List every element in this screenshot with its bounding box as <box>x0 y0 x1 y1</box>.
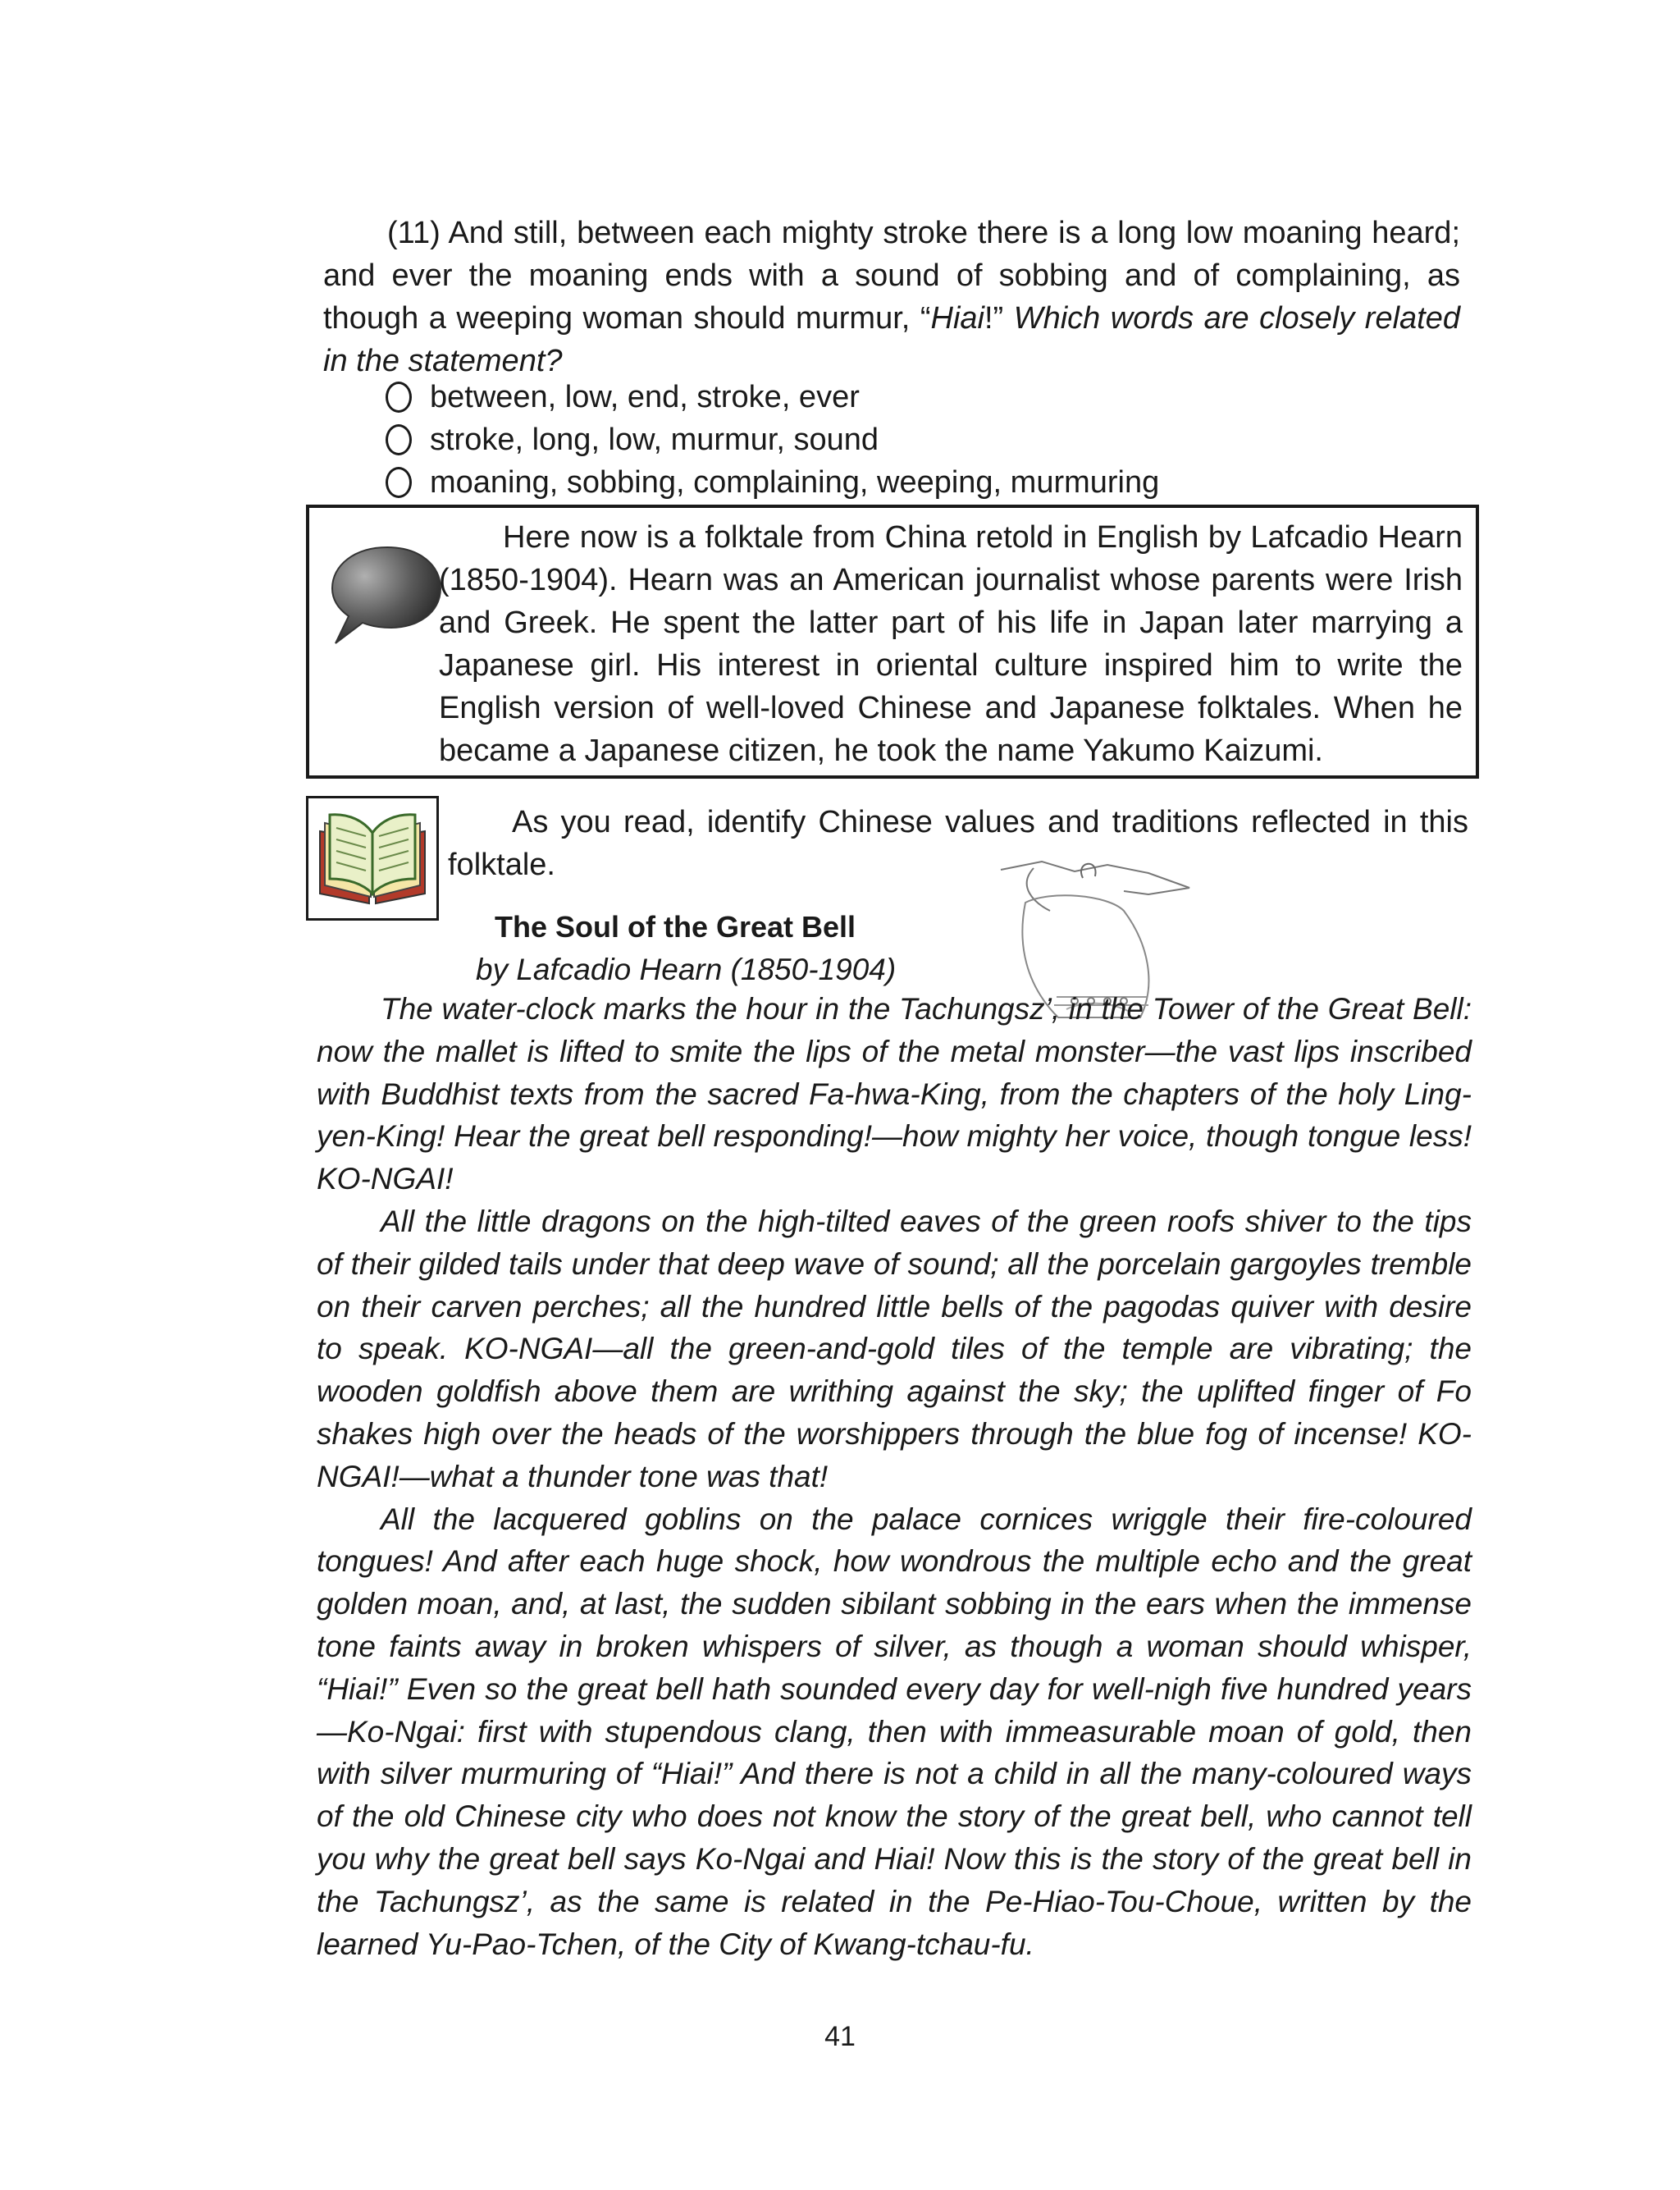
answer-option[interactable] <box>386 461 1159 504</box>
reading-instruction: As you read, identify Chinese values and traditions reflected in this folktale. <box>448 805 1468 882</box>
open-book-icon <box>306 796 439 921</box>
question-text <box>323 212 1460 382</box>
question-prompt: Which words are closely related in the statement? <box>323 301 1460 378</box>
story-body <box>317 988 1472 1965</box>
question-after-quote: !” <box>984 301 1014 336</box>
speech-bubble-icon <box>326 541 449 647</box>
question-quoted-word: Hiai <box>930 301 984 336</box>
answer-option[interactable] <box>386 376 1159 418</box>
answer-option-label: between, low, end, stroke, ever <box>430 379 860 414</box>
answer-option-label: moaning, sobbing, complaining, weeping, murmuring <box>430 464 1160 500</box>
answer-options <box>386 376 1159 504</box>
radio-circle-icon[interactable] <box>386 382 412 413</box>
radio-circle-icon[interactable] <box>386 467 412 498</box>
story-paragraph: The water-clock marks the hour in the Tachungsz’, in the Tower of the Great Bell: now the mallet is lifted to smite the lips of the metal monster—the vast lips inscribed with Buddhist texts from the sacred Fa-hwa-King, from the chapters of the holy Ling-yen-King! Hear the great bell responding!—how mighty her voice, though tongue less! KO-NGAI! <box>317 992 1472 1196</box>
story-paragraph: All the little dragons on the high-tilted eaves of the green roofs shiver to the tips of their gilded tails under that deep wave of sound; all the porcelain gargoyles tremble on their carven perches; all the hundred little bells of the pagodas quiver with desire to speak. KO-NGAI—all the green-and-gold tiles of the temple are vibrating; the wooden goldfish above them are writhing against the sky; the uplifted finger of Fo shakes high over the heads of the worshippers through the blue fog of incense! KO-NGAI!—what a thunder tone was that! <box>317 1204 1472 1493</box>
page-number: 41 <box>824 2021 856 2052</box>
info-box <box>306 505 1479 779</box>
story-title: The Soul of the Great Bell <box>495 910 856 944</box>
question-lead: (11) And still, between each mighty stroke there is a long low moaning heard; and ever the moaning ends with a sound of sobbing and of complaining, as though a weeping woman should murmur, “ <box>323 216 1460 336</box>
answer-option-label: stroke, long, low, murmur, sound <box>430 422 879 457</box>
radio-circle-icon[interactable] <box>386 424 412 455</box>
info-text: Here now is a folktale from China retold in English by Lafcadio Hearn (1850-1904). Hearn was an American journalist whose parents were Irish and Greek. He spent the latter part of his life in Japan later marrying a Japanese girl. His interest in oriental culture inspired him to write the English version of well-loved Chinese and Japanese folktales. When he became a Japanese citizen, he took the name Yakumo Kaizumi. <box>439 520 1463 768</box>
story-byline: by Lafcadio Hearn (1850-1904) <box>476 953 897 986</box>
story-paragraph: All the lacquered goblins on the palace cornices wriggle their fire-coloured tongues! And after each huge shock, how wondrous the multiple echo and the great golden moan, and, at last, the sudden sibilant sobbing in the ears when the immense tone faints away in broken whispers of silver, as though a woman should whisper, “Hiai!” Even so the great bell hath sounded every day for well-nigh five hundred years—Ko-Ngai: first with stupendous clang, then with immeasurable moan of gold, then with silver murmuring of “Hiai!” And there is not a child in all the many-coloured ways of the old Chinese city who does not know the story of the great bell, who cannot tell you why the great bell says Ko-Ngai and Hiai! Now this is the story of the great bell in the Tachungsz’, as the same is related in the Pe-Hiao-Tou-Choue, written by the learned Yu-Pao-Tchen, of the City of Kwang-tchau-fu. <box>317 1502 1472 1961</box>
answer-option[interactable] <box>386 418 1159 461</box>
